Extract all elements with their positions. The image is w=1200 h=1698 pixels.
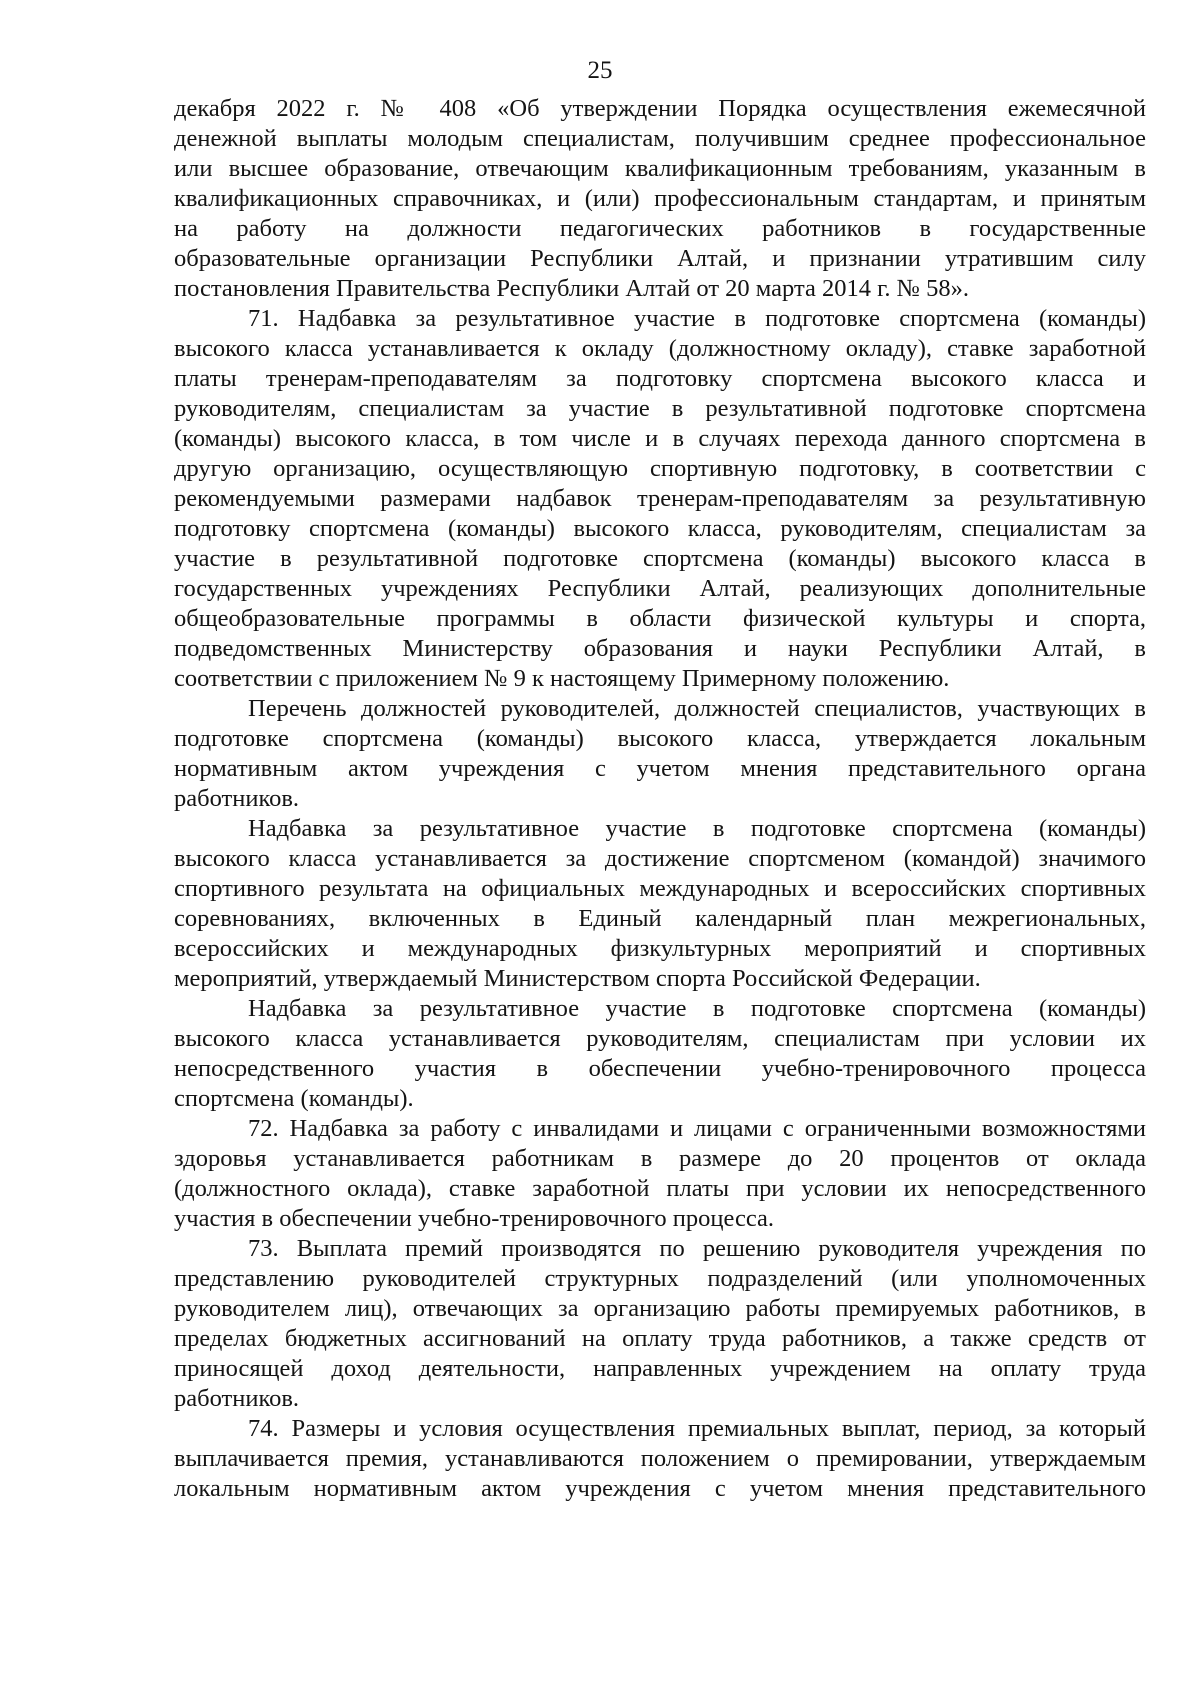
text-line: постановления Правительства Республики Алтай от 20 марта 2014 г. № 58». xyxy=(174,275,969,302)
text-line: квалификационных справочниках, и (или) профессиональным стандартам, и принятым xyxy=(174,185,1146,212)
text-line: спортсмена (команды). xyxy=(174,1085,414,1112)
text-line: приносящей доход деятельности, направленных учреждением на оплату труда xyxy=(174,1355,1146,1382)
text-line: высокого класса устанавливается к окладу (должностному окладу), ставке заработной xyxy=(174,335,1146,362)
text-line: всероссийских и международных физкультурных мероприятий и спортивных xyxy=(174,935,1146,962)
text-line: подготовку спортсмена (команды) высокого класса, руководителям, специалистам за xyxy=(174,515,1146,542)
text-line: выплачивается премия, устанавливаются положением о премировании, утверждаемым xyxy=(174,1445,1146,1472)
text-line: подведомственных Министерству образования и науки Республики Алтай, в xyxy=(174,635,1146,662)
text-line: руководителям, специалистам за участие в результативной подготовке спортсмена xyxy=(174,395,1146,422)
text-line: здоровья устанавливается работникам в размере до 20 процентов от оклада xyxy=(174,1145,1146,1172)
text-line: участие в результативной подготовке спортсмена (команды) высокого класса в xyxy=(174,545,1146,572)
text-line: работников. xyxy=(174,785,300,812)
text-line: участия в обеспечении учебно-тренировочного процесса. xyxy=(174,1205,775,1232)
text-line: 72. Надбавка за работу с инвалидами и лицами с ограниченными возможностями xyxy=(248,1115,1146,1142)
text-line: или высшее образование, отвечающим квалификационным требованиям, указанным в xyxy=(174,155,1146,182)
text-line: пределах бюджетных ассигнований на оплату труда работников, а также средств от xyxy=(174,1325,1146,1352)
text-line: 71. Надбавка за результативное участие в подготовке спортсмена (команды) xyxy=(248,305,1146,332)
page-number: 25 xyxy=(587,57,613,84)
text-line: 73. Выплата премий производятся по решению руководителя учреждения по xyxy=(248,1235,1146,1262)
text-line: на работу на должности педагогических работников в государственные xyxy=(174,215,1146,242)
paragraph-p0 xyxy=(174,94,1146,304)
text-line: мероприятий, утверждаемый Министерством спорта Российской Федерации. xyxy=(174,965,981,992)
text-line: соответствии с приложением № 9 к настоящему Примерному положению. xyxy=(174,665,950,692)
text-line: высокого класса устанавливается за достижение спортсменом (командой) значимого xyxy=(174,845,1146,872)
text-line: руководителем лиц), отвечающих за организацию работы премируемых работников, в xyxy=(174,1295,1146,1322)
text-line: Надбавка за результативное участие в подготовке спортсмена (команды) xyxy=(248,815,1146,842)
text-line: (команды) высокого класса, в том числе и в случаях перехода данного спортсмена в xyxy=(174,425,1146,452)
text-line: соревнованиях, включенных в Единый календарный план межрегиональных, xyxy=(174,905,1146,932)
text-line: работников. xyxy=(174,1385,300,1412)
text-line: государственных учреждениях Республики Алтай, реализующих дополнительные xyxy=(174,575,1146,602)
text-line: представлению руководителей структурных подразделений (или уполномоченных xyxy=(174,1265,1146,1292)
text-line: декабря 2022 г. № 408 «Об утверждении Порядка осуществления ежемесячной xyxy=(174,95,1146,122)
text-line: денежной выплаты молодым специалистам, получившим среднее профессиональное xyxy=(174,125,1146,152)
paragraph-p71c xyxy=(174,814,1146,994)
paragraph-p74 xyxy=(174,1414,1146,1504)
text-line: нормативным актом учреждения с учетом мнения представительного органа xyxy=(174,755,1146,782)
text-line: непосредственного участия в обеспечении учебно-тренировочного процесса xyxy=(174,1055,1146,1082)
paragraph-p71b xyxy=(174,694,1146,814)
paragraph-p71 xyxy=(174,304,1146,694)
text-line: локальным нормативным актом учреждения с учетом мнения представительного xyxy=(174,1475,1146,1502)
paragraph-p73 xyxy=(174,1234,1146,1414)
paragraph-p71d xyxy=(174,994,1146,1114)
document-body xyxy=(174,94,1146,1504)
text-line: образовательные организации Республики Алтай, и признании утратившим силу xyxy=(174,245,1146,272)
text-line: подготовке спортсмена (команды) высокого класса, утверждается локальным xyxy=(174,725,1146,752)
text-line: общеобразовательные программы в области физической культуры и спорта, xyxy=(174,605,1146,632)
text-line: другую организацию, осуществляющую спортивную подготовку, в соответствии с xyxy=(174,455,1146,482)
text-line: 74. Размеры и условия осуществления премиальных выплат, период, за который xyxy=(248,1415,1146,1442)
text-line: Надбавка за результативное участие в подготовке спортсмена (команды) xyxy=(248,995,1146,1022)
paragraph-p72 xyxy=(174,1114,1146,1234)
text-line: спортивного результата на официальных международных и всероссийских спортивных xyxy=(174,875,1146,902)
text-line: рекомендуемыми размерами надбавок тренерам-преподавателям за результативную xyxy=(174,485,1146,512)
text-line: высокого класса устанавливается руководителям, специалистам при условии их xyxy=(174,1025,1146,1052)
text-line: (должностного оклада), ставке заработной платы при условии их непосредственного xyxy=(174,1175,1146,1202)
text-line: Перечень должностей руководителей, должностей специалистов, участвующих в xyxy=(248,695,1146,722)
text-line: платы тренерам-преподавателям за подготовку спортсмена высокого класса и xyxy=(174,365,1146,392)
